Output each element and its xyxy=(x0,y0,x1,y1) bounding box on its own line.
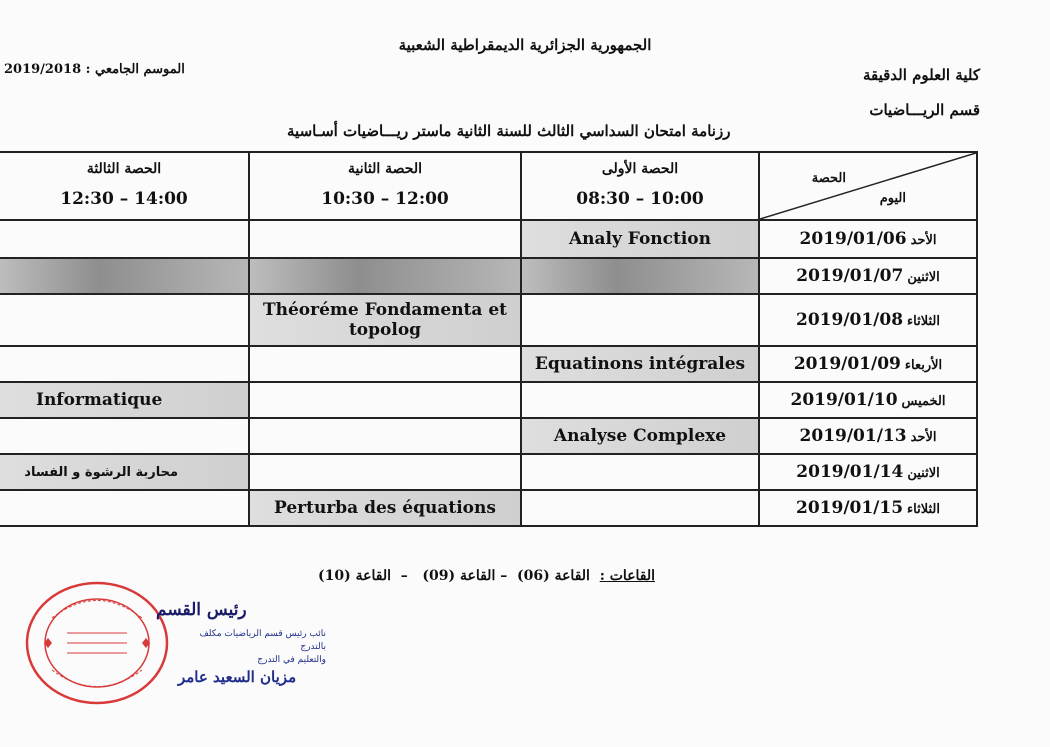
session-1-cell: Analy Fonction xyxy=(521,220,759,258)
day-cell xyxy=(759,294,977,346)
session-2-label: الحصة الثانية xyxy=(348,161,422,177)
academic-year-value: 2019/2018 xyxy=(4,62,82,77)
session-3-label: الحصة الثالثة xyxy=(86,161,162,177)
day-cell xyxy=(759,490,977,526)
session-3-cell: محاربة الرشوة و الفساد xyxy=(0,454,249,490)
table-row xyxy=(0,258,977,294)
table-header-row xyxy=(0,152,977,220)
corner-cell xyxy=(759,152,977,220)
day-name: الأحد xyxy=(910,430,937,445)
day-name: الثلاثاء xyxy=(907,502,940,517)
day-date: 2019/01/15 xyxy=(796,498,904,518)
day-cell xyxy=(759,220,977,258)
session-3-cell xyxy=(0,294,249,346)
day-cell xyxy=(759,346,977,382)
session-1-label: الحصة الأولى xyxy=(601,161,679,177)
table-row xyxy=(0,220,977,258)
session-3-time: 12:30 – 14:00 xyxy=(60,189,188,209)
session-2-cell xyxy=(249,346,521,382)
day-name: الأربعاء xyxy=(904,358,943,373)
schedule-title: رزنامة امتحان السداسي الثالث للسنة الثانية ماستر ريـــاضيات أسـاسية xyxy=(287,122,731,140)
table-row xyxy=(0,382,977,418)
exam-schedule-table xyxy=(0,151,978,527)
signature-sub-line-2: والتعليم في التدرج xyxy=(257,655,326,665)
room-09: القاعة (09) xyxy=(422,568,496,584)
day-date: 2019/01/06 xyxy=(799,229,907,249)
signature-title: رئيس القسم xyxy=(156,600,247,620)
corner-day-label: اليوم xyxy=(879,191,906,206)
day-name: الثلاثاء xyxy=(907,314,940,329)
session-2-header xyxy=(249,152,521,220)
session-2-time: 10:30 – 12:00 xyxy=(321,189,449,209)
signature-name: مزيان السعيد عامر xyxy=(178,668,297,686)
academic-year xyxy=(4,62,185,77)
session-2-cell xyxy=(249,258,521,294)
room-10: القاعة (10) xyxy=(318,568,391,584)
session-2-cell xyxy=(249,454,521,490)
session-1-cell: Equatinons intégrales xyxy=(521,346,759,382)
day-cell xyxy=(759,418,977,454)
session-2-cell xyxy=(249,418,521,454)
republic-header: الجمهورية الجزائرية الديمقراطية الشعبية xyxy=(398,36,652,54)
session-2-cell xyxy=(249,220,521,258)
table-row xyxy=(0,346,977,382)
session-1-cell xyxy=(521,258,759,294)
session-3-header xyxy=(0,152,249,220)
day-name: الاثنين xyxy=(907,466,940,481)
day-name: الأحد xyxy=(910,233,937,248)
session-2-line-1: Théoréme Fondamenta et xyxy=(262,300,508,320)
table-row xyxy=(0,294,977,346)
session-1-time: 08:30 – 10:00 xyxy=(576,189,704,209)
session-3-cell xyxy=(0,258,249,294)
day-name: الاثنين xyxy=(907,270,940,285)
session-3-cell: Informatique xyxy=(0,382,249,418)
day-cell xyxy=(759,454,977,490)
session-1-cell xyxy=(521,294,759,346)
table-row xyxy=(0,490,977,526)
session-2-cell: Perturba des équations xyxy=(249,490,521,526)
rooms-line: القاعات : القاعة (06) – القاعة (09) – القاعة (10) xyxy=(318,568,656,584)
session-2-cell xyxy=(249,382,521,418)
day-date: 2019/01/14 xyxy=(796,462,904,482)
signature-sub-line-1: نائب رئيس قسم الرياضيات مكلف بالتدرج xyxy=(199,629,326,652)
official-stamp-icon xyxy=(22,578,172,708)
session-1-cell xyxy=(521,382,759,418)
session-3-cell xyxy=(0,220,249,258)
faculty-name: كلية العلوم الدقيقة xyxy=(862,66,980,84)
day-cell xyxy=(759,258,977,294)
day-date: 2019/01/09 xyxy=(793,354,901,374)
session-3-cell xyxy=(0,346,249,382)
day-date: 2019/01/08 xyxy=(796,310,904,330)
diagonal-line xyxy=(760,153,976,219)
table-row xyxy=(0,418,977,454)
session-2-cell xyxy=(249,294,521,346)
day-date: 2019/01/13 xyxy=(799,426,907,446)
department-name: قسم الريـــاضيات xyxy=(869,101,980,119)
signature-subtitle xyxy=(186,628,326,667)
day-name: الخميس xyxy=(901,394,946,409)
day-date: 2019/01/07 xyxy=(796,266,904,286)
day-cell xyxy=(759,382,977,418)
session-1-cell xyxy=(521,454,759,490)
session-2-line-2: topolog xyxy=(348,320,422,340)
session-1-cell xyxy=(521,490,759,526)
day-date: 2019/01/10 xyxy=(790,390,898,410)
rooms-label: القاعات : xyxy=(599,568,656,584)
session-1-header xyxy=(521,152,759,220)
academic-year-label: الموسم الجامعي : xyxy=(85,62,185,77)
room-06: القاعة (06) xyxy=(516,568,590,584)
session-1-cell: Analyse Complexe xyxy=(521,418,759,454)
table-row xyxy=(0,454,977,490)
session-3-cell xyxy=(0,418,249,454)
session-3-cell xyxy=(0,490,249,526)
corner-session-label: الحصة xyxy=(811,171,846,186)
